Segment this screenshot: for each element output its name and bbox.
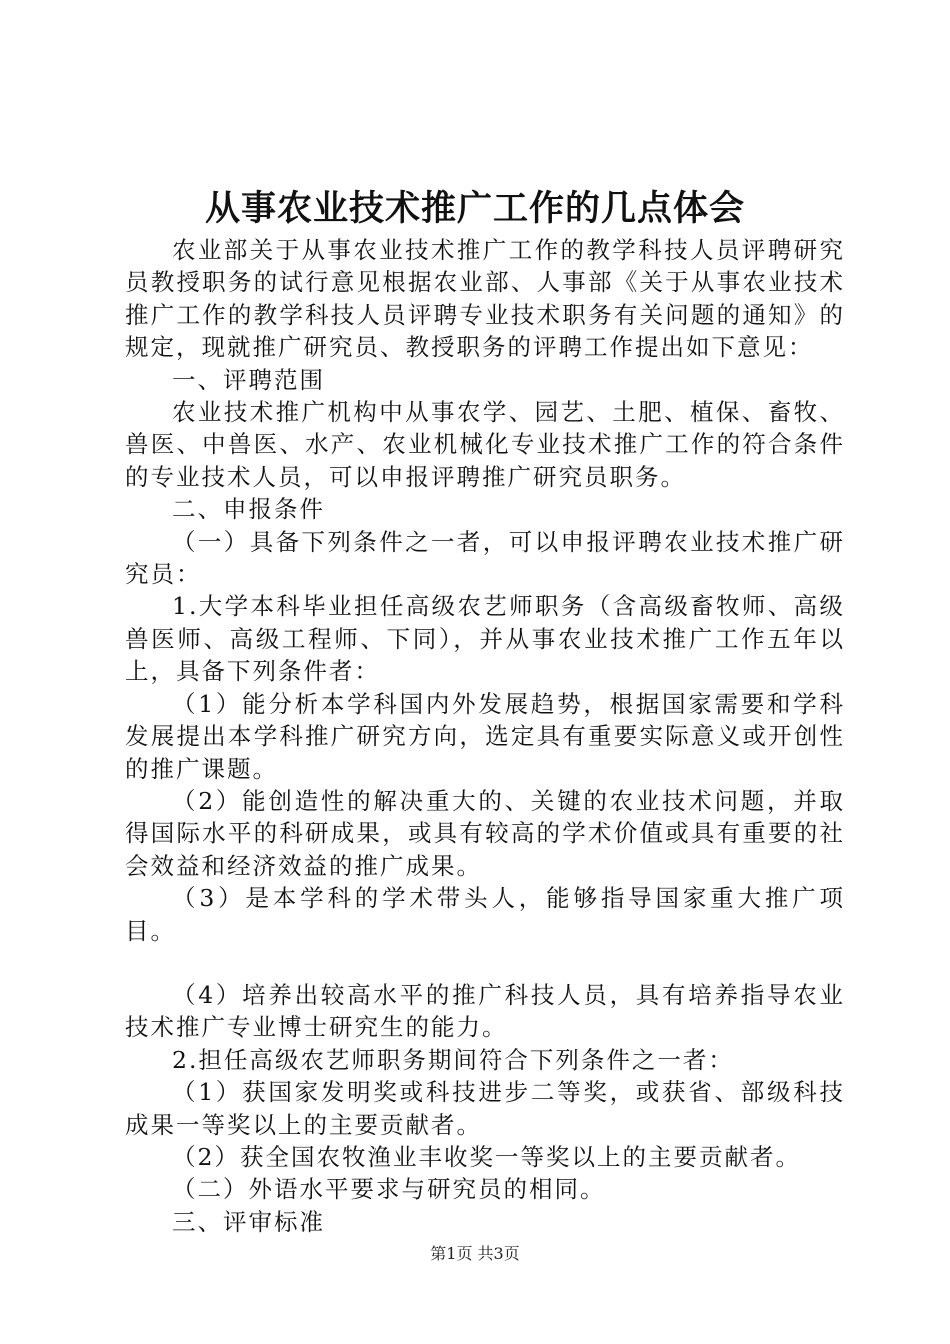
page-footer: 第1页 共3页 [430, 1244, 520, 1263]
condition-subitem: （2）能创造性的解决重大的、关键的农业技术问题，并取得国际水平的科研成果，或具有较高的学术价值或具有重要的社会效益和经济效益的推广成果。 [125, 786, 845, 880]
document-title: 从事农业技术推广工作的几点体会 [204, 188, 745, 229]
section-heading-criteria: 三、评审标准 [172, 1207, 325, 1236]
condition-subitem: （4）培养出较高水平的推广科技人员，具有培养指导农业技术推广专业博士研究生的能力。 [125, 980, 845, 1042]
intro-paragraph: 农业部关于从事农业技术推广工作的教学科技人员评聘研究员教授职务的试行意见根据农业部、人事部《关于从事农业技术推广工作的教学科技人员评聘专业技术职务有关问题的通知》的规定，现就推广研究员、教授职务的评聘工作提出如下意见： [125, 236, 845, 362]
condition-subitem: （2）获全国农牧渔业丰收奖一等奖以上的主要贡献者。 [172, 1142, 801, 1171]
condition-subitem: （1）能分析本学科国内外发展趋势，根据国家需要和学科发展提出本学科推广研究方向，选定具有重要实际意义或开创性的推广课题。 [125, 689, 845, 783]
condition-subitem: （3）是本学科的学术带头人，能够指导国家重大推广项目。 [125, 884, 845, 945]
section-heading-conditions: 二、申报条件 [172, 495, 325, 524]
section-heading-scope: 一、评聘范围 [172, 365, 325, 394]
condition-paragraph: （一）具备下列条件之一者，可以申报评聘农业技术推广研究员： [125, 527, 845, 589]
condition-item: 1.大学本科毕业担任高级农艺师职务（含高级畜牧师、高级兽医师、高级工程师、下同），并从事农业技术推广工作五年以上，具备下列条件者： [125, 592, 845, 686]
condition-subitem: （1）获国家发明奖或科技进步二等奖，或获省、部级科技成果一等奖以上的主要贡献者。 [125, 1078, 845, 1139]
condition-paragraph: （二）外语水平要求与研究员的相同。 [172, 1175, 606, 1204]
scope-paragraph: 农业技术推广机构中从事农学、园艺、土肥、植保、畜牧、兽医、中兽医、水产、农业机械化专业技术推广工作的符合条件的专业技术人员，可以申报评聘推广研究员职务。 [125, 398, 845, 491]
document-body [125, 234, 845, 1238]
condition-item: 2.担任高级农艺师职务期间符合下列条件之一者： [172, 1045, 734, 1074]
